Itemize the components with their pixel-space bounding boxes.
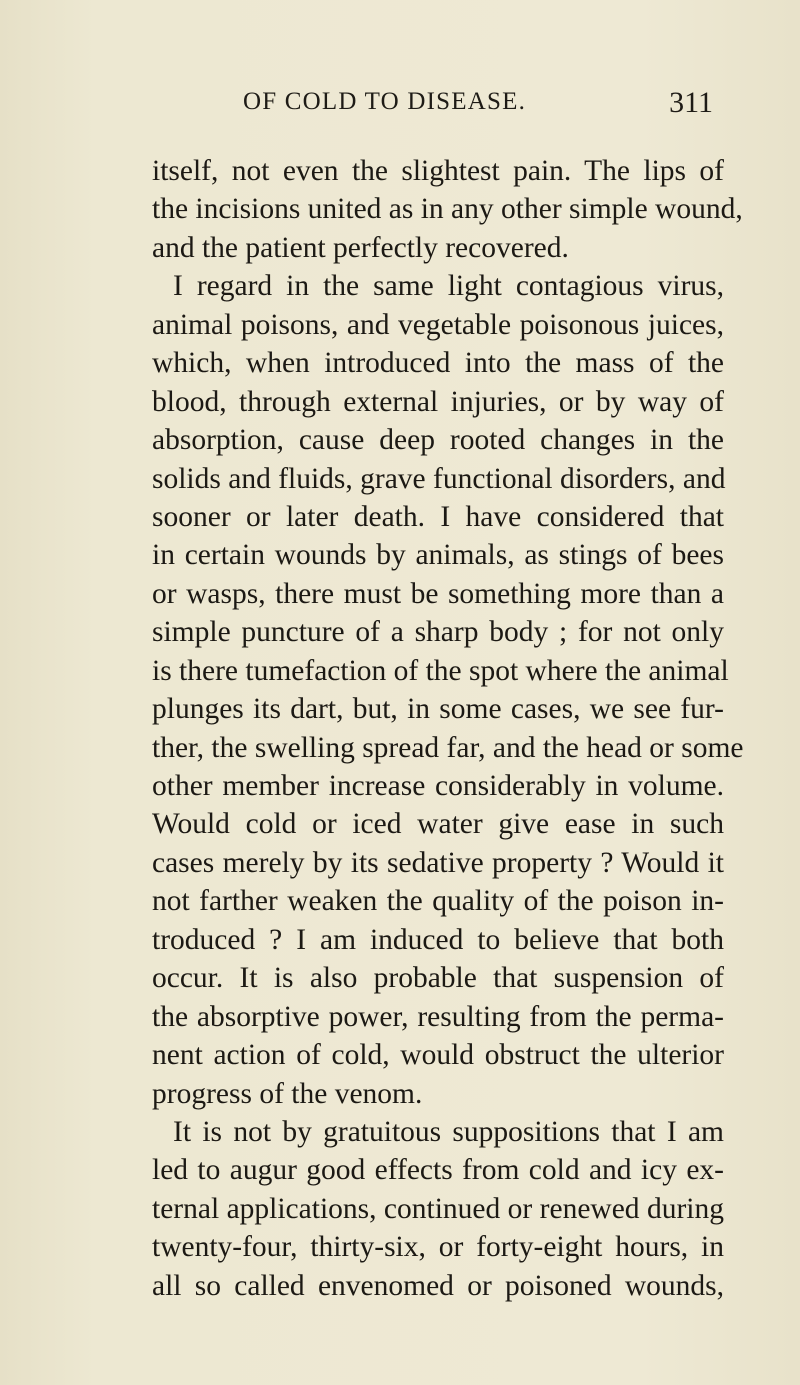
text-line: the incisions united as in any other simple wound,: [152, 193, 743, 226]
text-line: plunges its dart, but, in some cases, we see fur-: [152, 693, 724, 726]
text-line: other member increase considerably in volume.: [152, 770, 724, 802]
body-text: [152, 152, 744, 1305]
text-line: ternal applications, continued or renewed during: [152, 1192, 724, 1225]
text-line: troduced ? I am induced to believe that both: [152, 923, 724, 956]
text-line: ther, the swelling spread far, and the head or some: [152, 731, 744, 764]
text-line: sooner or later death. I have considered that: [152, 500, 724, 533]
text-line: led to augur good effects from cold and icy ex-: [152, 1154, 724, 1187]
text-line: all so called envenomed or poisoned wounds,: [152, 1269, 724, 1302]
paragraph-first-line: I regard in the same light contagious virus,: [173, 270, 724, 303]
text-line: twenty-four, thirty-six, or forty-eight hours, in: [152, 1231, 724, 1264]
text-line: Would cold or iced water give ease in such: [152, 808, 724, 841]
page-number: 311: [669, 86, 713, 119]
text-line: blood, through external injuries, or by way of: [152, 385, 724, 418]
running-head: [243, 88, 713, 128]
text-line: in certain wounds by animals, as stings of bees: [152, 539, 724, 572]
text-line: solids and fluids, grave functional disorders, and: [152, 462, 726, 495]
running-title: OF COLD TO DISEASE.: [243, 88, 527, 115]
text-line: or wasps, there must be something more than a: [152, 577, 724, 610]
paragraph-first-line: It is not by gratuitous suppositions that I am: [173, 1115, 724, 1148]
text-line: which, when introduced into the mass of the: [152, 347, 724, 380]
text-line: progress of the venom.: [152, 1077, 423, 1110]
text-line: is there tumefaction of the spot where the animal: [152, 654, 729, 687]
text-line: and the patient perfectly recovered.: [152, 231, 569, 264]
text-line: animal poisons, and vegetable poisonous juices,: [152, 308, 724, 341]
text-line: absorption, cause deep rooted changes in the: [152, 424, 724, 457]
text-line: occur. It is also probable that suspension of: [152, 962, 724, 995]
text-line: not farther weaken the quality of the poison in-: [152, 885, 724, 918]
text-line: cases merely by its sedative property ? Would it: [152, 846, 724, 879]
text-line: nent action of cold, would obstruct the ulterior: [152, 1039, 724, 1072]
text-line: itself, not even the slightest pain. The lips of: [152, 155, 724, 187]
text-line: the absorptive power, resulting from the perma-: [152, 1000, 724, 1033]
text-line: simple puncture of a sharp body ; for not only: [152, 616, 724, 649]
